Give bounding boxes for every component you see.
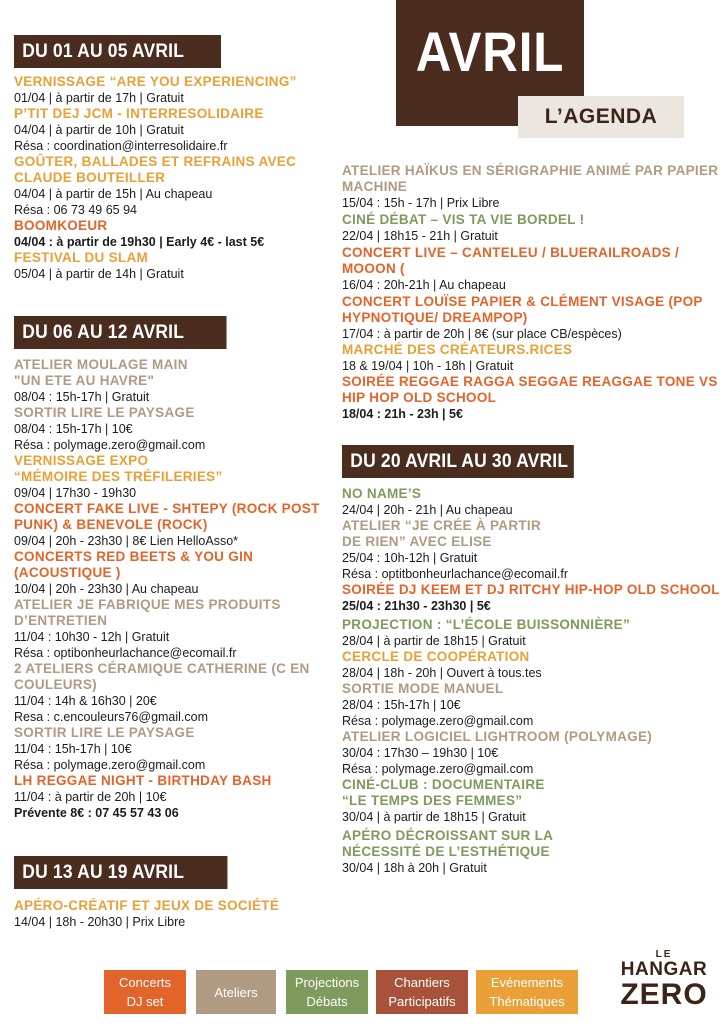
event-item bbox=[342, 681, 720, 729]
event-details: 28/04 | 18h - 20h | Ouvert à tous.tes bbox=[342, 666, 542, 680]
event-item bbox=[14, 773, 334, 821]
week-header-2: DU 06 AU 12 AVRIL bbox=[14, 316, 227, 349]
legend-label: Projections bbox=[294, 975, 360, 990]
event-details: 15/04 : 15h - 17h | Prix Libre bbox=[342, 196, 500, 210]
event-item bbox=[14, 501, 334, 549]
week-header-4: DU 20 AVRIL AU 30 AVRIL bbox=[342, 445, 574, 478]
legend-ateliers bbox=[196, 970, 276, 1014]
event-title: PROJECTION : “L’ÉCOLE BUISSONNIÈRE” bbox=[342, 617, 631, 632]
event-title: ATELIER LOGICIEL LIGHTROOM (POLYMAGE) bbox=[342, 729, 653, 744]
event-title: CONCERT LOUÏSE PAPIER & CLÉMENT VISAGE (POP HYPNOTIQUE/ DREAMPOP) bbox=[342, 294, 703, 325]
event-booking: Résa : polymage.zero@gmail.com bbox=[342, 762, 534, 776]
right-column-week3 bbox=[342, 163, 720, 422]
event-details: 04/04 | à partir de 10h | Gratuit bbox=[14, 123, 184, 137]
event-title: CINÉ DÉBAT – VIS TA VIE BORDEL ! bbox=[342, 212, 585, 227]
event-booking: Résa : optibonheurlachance@ecomail.fr bbox=[14, 646, 237, 660]
event-details: 11/04 : à partir de 20h | 10€ bbox=[14, 790, 167, 804]
week-header-3: DU 13 AU 19 AVRIL bbox=[14, 856, 227, 889]
event-item bbox=[342, 374, 720, 422]
page-subtitle: L’AGENDA bbox=[518, 96, 684, 138]
event-item bbox=[14, 725, 334, 773]
event-booking: Résa : polymage.zero@gmail.com bbox=[14, 438, 206, 452]
legend-label: Evénements bbox=[490, 975, 564, 990]
event-details: 11/04 : 10h30 - 12h | Gratuit bbox=[14, 630, 170, 644]
event-details: 09/04 | 20h - 23h30 | 8€ Lien HelloAsso* bbox=[14, 534, 239, 548]
legend-label: Concerts bbox=[118, 975, 172, 990]
event-title: VERNISSAGE EXPO bbox=[14, 453, 149, 468]
legend-label: Thématiques bbox=[489, 994, 565, 1009]
event-details: 14/04 | 18h - 20h30 | Prix Libre bbox=[14, 915, 186, 929]
left-column-week2 bbox=[14, 357, 334, 821]
event-details: 11/04 : 15h-17h | 10€ bbox=[14, 742, 132, 756]
event-details: 28/04 | à partir de 18h15 | Gratuit bbox=[342, 634, 526, 648]
event-details: 22/04 | 18h15 - 21h | Gratuit bbox=[342, 229, 498, 243]
event-item bbox=[14, 597, 334, 661]
event-title: FESTIVAL DU SLAM bbox=[14, 250, 149, 265]
event-details: 30/04 | à partir de 18h15 | Gratuit bbox=[342, 810, 526, 824]
hangar-zero-logo bbox=[618, 950, 710, 1012]
event-item bbox=[14, 74, 334, 106]
event-title: DE RIEN” AVEC ELISE bbox=[342, 534, 492, 549]
event-details: 30/04 : 17h30 – 19h30 | 10€ bbox=[342, 746, 499, 760]
event-item bbox=[342, 617, 720, 649]
event-details: 04/04 | à partir de 15h | Au chapeau bbox=[14, 187, 213, 201]
event-details: 17/04 : à partir de 20h | 8€ (sur place CB/espèces) bbox=[342, 327, 622, 341]
event-item bbox=[14, 405, 334, 453]
event-title: MARCHÉ DES CRÉATEURS.RICES bbox=[342, 342, 573, 357]
event-title: ATELIER JE FABRIQUE MES PRODUITS D’ENTRETIEN bbox=[14, 597, 281, 628]
event-details: 09/04 | 17h30 - 19h30 bbox=[14, 486, 137, 500]
event-item bbox=[14, 549, 334, 597]
event-title: “MÉMOIRE DES TRÉFILERIES” bbox=[14, 469, 223, 484]
event-title: P’TIT DEJ JCM - INTERRESOLIDAIRE bbox=[14, 106, 264, 121]
event-item bbox=[342, 212, 720, 244]
event-item bbox=[342, 245, 720, 293]
event-title: GOÛTER, BALLADES ET REFRAINS AVEC CLAUDE BOUTEILLER bbox=[14, 154, 297, 185]
event-details: 30/04 | 18h à 20h | Gratuit bbox=[342, 861, 487, 875]
right-column-week4 bbox=[342, 486, 720, 876]
event-item bbox=[14, 250, 334, 282]
event-title: SORTIR LIRE LE PAYSAGE bbox=[14, 725, 195, 740]
event-title: ATELIER MOULAGE MAIN bbox=[14, 357, 188, 372]
event-title: "UN ETE AU HAVRE" bbox=[14, 373, 155, 388]
event-title: ATELIER “JE CRÉE À PARTIR bbox=[342, 518, 542, 533]
event-details: 18/04 : 21h - 23h | 5€ bbox=[342, 407, 463, 421]
event-title: CERCLE DE COOPÉRATION bbox=[342, 649, 530, 664]
event-item bbox=[14, 661, 334, 725]
event-item bbox=[14, 357, 334, 405]
event-title: ATELIER HAÏKUS EN SÉRIGRAPHIE ANIMÉ PAR PAPIER MACHINE bbox=[342, 163, 719, 194]
event-title: CONCERT LIVE – CANTELEU / BLUERAILROADS / MOOON ( bbox=[342, 245, 680, 276]
event-title: APÉRO DÉCROISSANT SUR LA bbox=[342, 828, 554, 843]
logo-text: ZERO bbox=[620, 978, 708, 1011]
event-item bbox=[342, 163, 720, 211]
event-details: 25/04 : 10h-12h | Gratuit bbox=[342, 551, 478, 565]
event-booking: Prévente 8€ : 07 45 57 43 06 bbox=[14, 806, 179, 820]
event-details: 25/04 : 21h30 - 23h30 | 5€ bbox=[342, 599, 491, 613]
event-title: CONCERTS RED BEETS & YOU GIN (ACOUSTIQUE ) bbox=[14, 549, 254, 580]
event-item bbox=[342, 582, 720, 614]
event-title: APÉRO-CRÉATIF ET JEUX DE SOCIÉTÉ bbox=[14, 898, 280, 913]
event-details: 08/04 : 15h-17h | 10€ bbox=[14, 422, 133, 436]
event-details: 16/04 : 20h-21h | Au chapeau bbox=[342, 278, 506, 292]
event-item bbox=[342, 486, 720, 518]
event-booking: Résa : 06 73 49 65 94 bbox=[14, 203, 138, 217]
event-title: VERNISSAGE “ARE YOU EXPERIENCING” bbox=[14, 74, 297, 89]
legend-label: Ateliers bbox=[214, 984, 258, 1000]
legend-projections bbox=[286, 970, 368, 1014]
legend-concerts bbox=[104, 970, 186, 1014]
event-item bbox=[342, 828, 720, 876]
event-item bbox=[342, 729, 720, 777]
legend-chantiers bbox=[376, 970, 468, 1014]
event-details: 01/04 | à partir de 17h | Gratuit bbox=[14, 91, 184, 105]
event-details: 10/04 | 20h - 23h30 | Au chapeau bbox=[14, 582, 199, 596]
event-title: SOIRÉE DJ KEEM ET DJ RITCHY HIP-HOP OLD SCHOOL bbox=[342, 582, 720, 597]
event-booking: Résa : polymage.zero@gmail.com bbox=[14, 758, 206, 772]
event-details: 24/04 | 20h - 21h | Au chapeau bbox=[342, 503, 513, 517]
event-booking: Resa : c.encouleurs76@gmail.com bbox=[14, 710, 209, 724]
event-details: 08/04 : 15h-17h | Gratuit bbox=[14, 390, 150, 404]
event-title: SORTIR LIRE LE PAYSAGE bbox=[14, 405, 195, 420]
event-item bbox=[14, 106, 334, 154]
event-title: 2 ATELIERS CÉRAMIQUE CATHERINE (C EN COULEURS) bbox=[14, 661, 310, 692]
event-title: SOIRÉE REGGAE RAGGA SEGGAE REAGGAE TONE VS HIP HOP OLD SCHOOL bbox=[342, 374, 718, 405]
event-title: NO NAME’S bbox=[342, 486, 422, 501]
legend-label: Chantiers bbox=[394, 975, 450, 990]
event-title: CONCERT FAKE LIVE - SHTEPY (ROCK POST PUNK) & BENEVOLE (ROCK) bbox=[14, 501, 320, 532]
event-item bbox=[14, 898, 334, 930]
event-details: 04/04 : à partir de 19h30 | Early 4€ - last 5€ bbox=[14, 235, 265, 249]
event-title: CINÉ-CLUB : DOCUMENTAIRE bbox=[342, 777, 545, 792]
event-details: 18 & 19/04 | 10h - 18h | Gratuit bbox=[342, 359, 514, 373]
event-details: 05/04 | à partir de 14h | Gratuit bbox=[14, 267, 184, 281]
left-column-week3 bbox=[14, 898, 334, 930]
logo-text: HANGAR bbox=[620, 959, 708, 980]
event-title: BOOMKOEUR bbox=[14, 218, 108, 233]
event-booking: Résa : coordination@interresolidaire.fr bbox=[14, 139, 228, 153]
event-item bbox=[342, 518, 720, 582]
page-title: AVRIL bbox=[415, 20, 565, 83]
legend-label: DJ set bbox=[126, 994, 164, 1009]
event-title: LH REGGAE NIGHT - BIRTHDAY BASH bbox=[14, 773, 272, 788]
legend-evenements bbox=[476, 970, 578, 1014]
event-title: SORTIE MODE MANUEL bbox=[342, 681, 504, 696]
event-details: 11/04 : 14h & 16h30 | 20€ bbox=[14, 694, 157, 708]
event-item bbox=[14, 218, 334, 250]
event-title: NÉCESSITÉ DE L’ESTHÉTIQUE bbox=[342, 844, 550, 859]
legend-label: Débats bbox=[306, 994, 348, 1009]
event-details: 28/04 : 15h-17h | 10€ bbox=[342, 698, 461, 712]
event-item bbox=[342, 294, 720, 342]
event-booking: Résa : optitbonheurlachance@ecomail.fr bbox=[342, 567, 569, 581]
event-item bbox=[14, 154, 334, 218]
logo-text: LE bbox=[655, 949, 673, 960]
week-header-1: DU 01 AU 05 AVRIL bbox=[14, 35, 221, 68]
event-item bbox=[14, 453, 334, 501]
event-item bbox=[342, 649, 720, 681]
event-item bbox=[342, 342, 720, 374]
event-title: “LE TEMPS DES FEMMES” bbox=[342, 793, 523, 808]
left-column-week1 bbox=[14, 74, 334, 282]
event-item bbox=[342, 777, 720, 825]
legend-label: Participatifs bbox=[388, 994, 456, 1009]
event-booking: Résa : polymage.zero@gmail.com bbox=[342, 714, 534, 728]
